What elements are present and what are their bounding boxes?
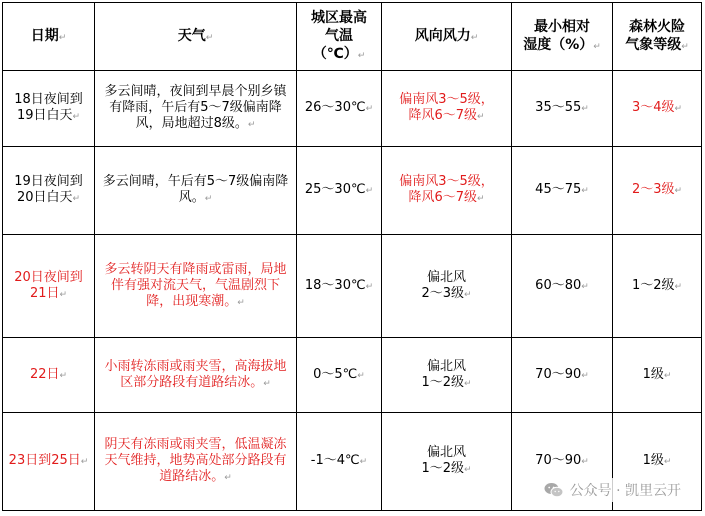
cell-temperature: -1～4℃↵ [297, 413, 382, 511]
cell-weather: 小雨转冻雨或雨夹雪，高海拔地区部分路段有道路结冰。↵ [95, 338, 297, 413]
cell-temperature: 0～5℃↵ [297, 338, 382, 413]
cell-wind: 偏北风 1～2级↵ [382, 413, 512, 511]
cell-wind: 偏南风3～5级， 降风6～7级↵ [382, 71, 512, 147]
table-row [3, 147, 702, 235]
cell-weather: 阴天有冻雨或雨夹雪，低温凝冻天气维持，地势高处部分路段有道路结冰。↵ [95, 413, 297, 511]
cell-date: 23日到25日↵ [3, 413, 95, 511]
cell-temperature: 25～30℃↵ [297, 147, 382, 235]
header-wind: 风向风力↵ [382, 3, 512, 71]
header-fire-risk: 森林火险 气象等级↵ [613, 3, 702, 71]
cell-humidity: 70～90↵ [512, 413, 613, 511]
cell-date: 20日夜间到 21日↵ [3, 235, 95, 338]
table-row [3, 338, 702, 413]
header-row [3, 3, 702, 71]
cell-wind: 偏北风 1～2级↵ [382, 338, 512, 413]
wechat-icon [544, 482, 564, 498]
cell-wind: 偏北风 2～3级↵ [382, 235, 512, 338]
cell-temperature: 26～30℃↵ [297, 71, 382, 147]
forecast-table [2, 2, 702, 511]
header-temperature: 城区最高 气温 （℃）↵ [297, 3, 382, 71]
cell-fire-risk: 2～3级↵ [613, 147, 702, 235]
cell-wind: 偏南风3～5级， 降风6～7级↵ [382, 147, 512, 235]
cell-fire-risk: 1级↵ [613, 338, 702, 413]
header-humidity: 最小相对 湿度（%）↵ [512, 3, 613, 71]
cell-fire-risk: 1级↵ [613, 413, 702, 511]
cell-humidity: 35～55↵ [512, 71, 613, 147]
table-row [3, 235, 702, 338]
cell-weather: 多云转阴天有降雨或雷雨，局地伴有强对流天气，气温剧烈下降，出现寒潮。↵ [95, 235, 297, 338]
cell-date: 22日↵ [3, 338, 95, 413]
cell-weather: 多云间晴，午后有5～7级偏南降风。↵ [95, 147, 297, 235]
cell-humidity: 60～80↵ [512, 235, 613, 338]
cell-fire-risk: 1～2级↵ [613, 235, 702, 338]
cell-humidity: 70～90↵ [512, 338, 613, 413]
table-row [3, 71, 702, 147]
cell-temperature: 18～30℃↵ [297, 235, 382, 338]
cell-date: 18日夜间到 19日白天↵ [3, 71, 95, 147]
cell-date: 19日夜间到 20日白天↵ [3, 147, 95, 235]
watermark [540, 478, 685, 502]
cell-fire-risk: 3～4级↵ [613, 71, 702, 147]
header-date: 日期↵ [3, 3, 95, 71]
watermark-text: 公众号 · 凯里云开 [569, 483, 681, 499]
cell-weather: 多云间晴，夜间到早晨个别乡镇有降雨，午后有5～7级偏南降风，局地超过8级。↵ [95, 71, 297, 147]
cell-humidity: 45～75↵ [512, 147, 613, 235]
header-weather: 天气↵ [95, 3, 297, 71]
